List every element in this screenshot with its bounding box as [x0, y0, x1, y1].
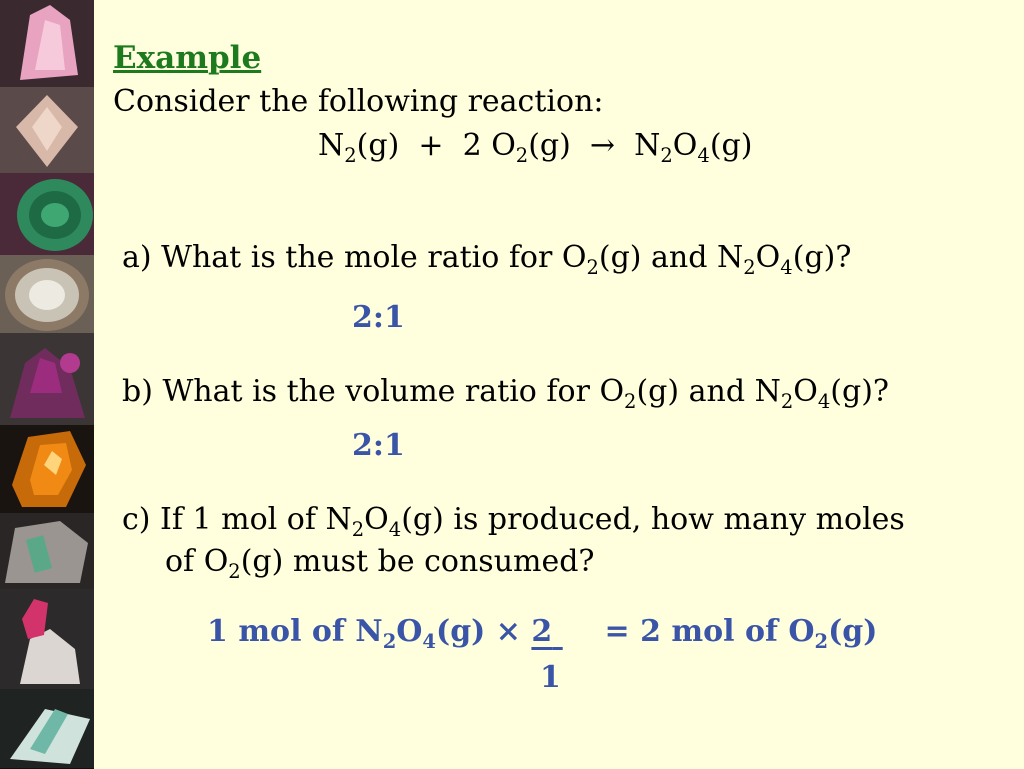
subscript: 2 — [743, 255, 756, 279]
subscript: 2 — [624, 389, 637, 413]
reaction-text: (g) — [528, 128, 590, 163]
subscript: 2 — [660, 143, 673, 167]
question-text: O — [364, 502, 389, 537]
fraction-numerator: 2 — [531, 614, 553, 649]
question-text: (g) must be consumed? — [240, 544, 595, 579]
reaction-text: (g) + 2 O — [356, 128, 516, 163]
emerald-in-matrix-photo — [0, 513, 94, 590]
malachite-photo — [0, 173, 94, 256]
calc-text: (g) — [828, 614, 878, 649]
subscript: 4 — [422, 629, 436, 653]
purple-crystal-cluster-photo — [0, 333, 94, 426]
fraction-denominator: 1 — [540, 660, 561, 695]
answer-a: 2:1 — [352, 300, 405, 335]
question-c-line1 — [122, 502, 905, 541]
reaction-text: N — [615, 128, 661, 163]
subscript: 4 — [697, 143, 710, 167]
question-a — [122, 240, 852, 279]
subscript: 2 — [351, 517, 365, 541]
question-text: a) What is the mole ratio for O — [122, 240, 587, 275]
calc-text: 1 mol of N — [207, 614, 383, 649]
question-text: c) If 1 mol of N — [122, 502, 352, 537]
calc-text: O — [396, 614, 423, 649]
tourmaline-photo — [0, 689, 94, 769]
reaction-text: (g) — [709, 128, 753, 163]
question-text: O — [793, 374, 818, 409]
subscript: 2 — [382, 629, 397, 653]
calc-text: = 2 mol of O — [562, 614, 815, 649]
question-text: (g)? — [792, 240, 852, 275]
question-text: (g) and N — [598, 240, 744, 275]
reaction-arrow: → — [589, 128, 616, 163]
fraction-bar — [552, 614, 562, 649]
answer-b: 2:1 — [352, 428, 405, 463]
subscript: 2 — [780, 389, 794, 413]
agate-slice-photo — [0, 255, 94, 334]
calculation — [207, 614, 878, 653]
question-text: O — [755, 240, 781, 275]
question-text: (g)? — [830, 374, 889, 409]
subscript: 2 — [228, 559, 241, 583]
intro-text: Consider the following reaction: — [113, 84, 604, 119]
subscript: 2 — [586, 255, 599, 279]
reaction-text: O — [672, 128, 698, 163]
subscript: 2 — [814, 629, 829, 653]
amber-gem-photo — [0, 425, 94, 514]
subscript: 2 — [515, 143, 529, 167]
question-text: (g) and N — [636, 374, 781, 409]
question-text: of O — [165, 544, 229, 579]
topaz-crystal-photo — [0, 87, 94, 174]
subscript: 4 — [817, 389, 831, 413]
slide-title: Example — [113, 40, 262, 76]
question-text: (g) is produced, how many moles — [401, 502, 905, 537]
rose-quartz-crystal-photo — [0, 0, 94, 88]
question-b — [122, 374, 889, 413]
question-c-line2 — [165, 544, 595, 583]
subscript: 4 — [780, 255, 793, 279]
reaction-text: N — [318, 128, 345, 163]
question-text: b) What is the volume ratio for O — [122, 374, 625, 409]
reaction-equation — [318, 128, 753, 167]
subscript: 4 — [388, 517, 402, 541]
calc-text: (g) × — [436, 614, 532, 649]
subscript: 2 — [344, 143, 357, 167]
rubellite-crystal-photo — [0, 589, 94, 690]
mineral-photo-strip — [0, 0, 94, 768]
